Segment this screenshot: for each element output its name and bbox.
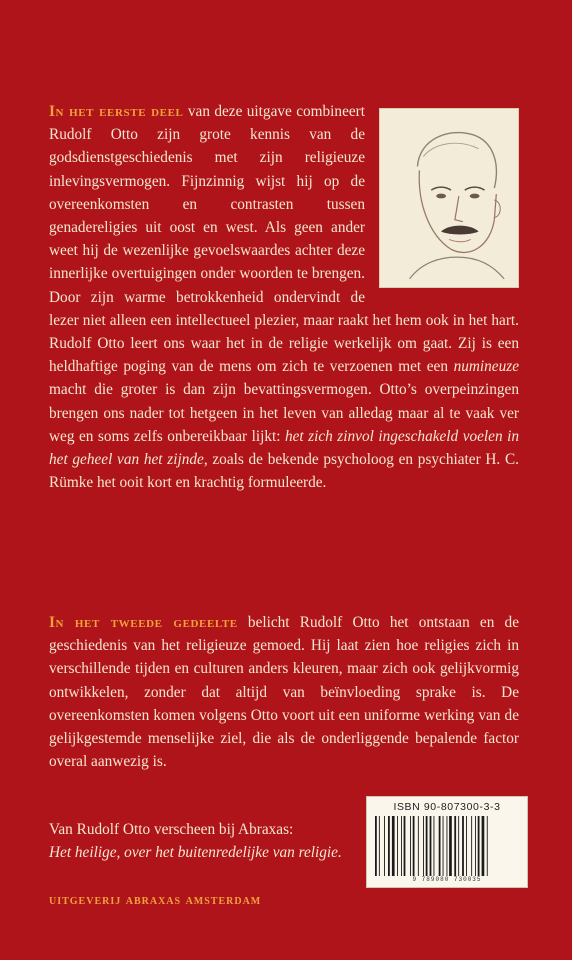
barcode-icon [373,816,521,876]
paragraph-2-text: belicht Rudolf Otto het ontstaan en de geschiedenis van het religieuze gemoed. Hij laat zien hoe religies zich in verschillende tijden en culturen anders kleuren, maar zich ook gelijkvormig ontwikkelen, zonder dat altijd van beïnvloeding sprake is. De overeenkomsten komen volgens Otto voort uit een uniforme werking van de gelijkgestemde menselijke ziel, die als de onderliggende bepalende factor overal aanwezig is. [49,614,519,771]
barcode-bar [384,816,385,876]
barcode-bar [392,816,395,876]
barcode-bar [379,816,380,876]
publisher-imprint: uitgeverij abraxas amsterdam [49,893,262,908]
barcode-bar [454,816,456,876]
paragraph-1-italic-b: het zich zinvol ingeschakeld voelen in het geheel van het zijnde [49,427,520,469]
isbn-label: ISBN 90-807300-3-3 [393,801,501,813]
barcode-bar [426,816,428,876]
also-published-title-text: Het heilige, over het buitenredelijke van religie. [49,844,342,862]
description-paragraph-1 [49,100,519,494]
barcode-bar [418,816,419,876]
isbn-barcode-box [366,796,528,888]
barcode-bar [478,816,480,876]
barcode-bar [404,816,406,876]
barcode-bar [388,816,390,876]
barcode-bar [375,816,377,876]
also-published-note [49,818,342,864]
description-paragraph-2 [49,611,519,773]
barcode-bar [423,816,424,876]
barcode-bar [401,816,402,876]
barcode-bar [449,816,452,876]
paragraph-1-italic-a: numineuze [453,358,519,376]
paragraph-1-text-b: macht die groter is dan zijn bevattingsvermogen. Otto’s overpeinzingen brengen ons nader tot hetgeen in het leven van alledag maar al te vaak ver weg en soms zelfs onbereikbaar lijkt: [49,381,519,445]
barcode-bar [471,816,472,876]
barcode-bar [482,816,485,876]
barcode-bar [462,816,464,876]
barcode-bar [487,816,488,876]
barcode-bar [410,816,411,876]
portrait-sketch-icon [380,109,518,287]
section-lead-1: In het eerste deel [49,103,184,120]
barcode-bar [458,816,459,876]
barcode-bar [439,816,441,876]
barcode-bar [397,816,398,876]
barcode-digits: 9 789080 730035 [412,876,482,883]
paragraph-1-text-a: van deze uitgave combineert Rudolf Otto zijn grote kennis van de godsdienstgeschiedenis met zijn religieuze inlevingsvermogen. Fijnzinnig wijst hij op de overeenkomsten en contrasten tussen genadereligies uit oost en west. Als geen ander weet hij de wezenlijke gevoelswaardes achter deze innerlijke overtuigingen onder woorden te brengen. Door zijn warme betrokkenheid ondervindt de lezer niet alleen een intellectueel plezier, maar raakt het hem ook in het hart. Rudolf Otto leert ons waar het in de religie werkelijk om gaat. Zij is een heldhaftige poging van de mens om zich te verzoenen met een [49,103,519,376]
also-published-title [49,841,342,864]
barcode-bar [430,816,432,876]
paragraph-1-text-c: , zoals de bekende psycholoog en psychiater H. C. Rümke het ooit kort en krachtig formuleerde. [49,451,520,492]
barcode-bar [466,816,467,876]
barcode-bar [447,816,448,876]
barcode-bar [443,816,444,876]
section-lead-2: In het tweede gedeelte [49,614,238,631]
author-portrait-drawing [379,108,519,288]
barcode-bar [434,816,435,876]
barcode-bar [475,816,476,876]
barcode-bar [413,816,415,876]
also-published-line-1: Van Rudolf Otto verscheen bij Abraxas: [49,821,294,838]
